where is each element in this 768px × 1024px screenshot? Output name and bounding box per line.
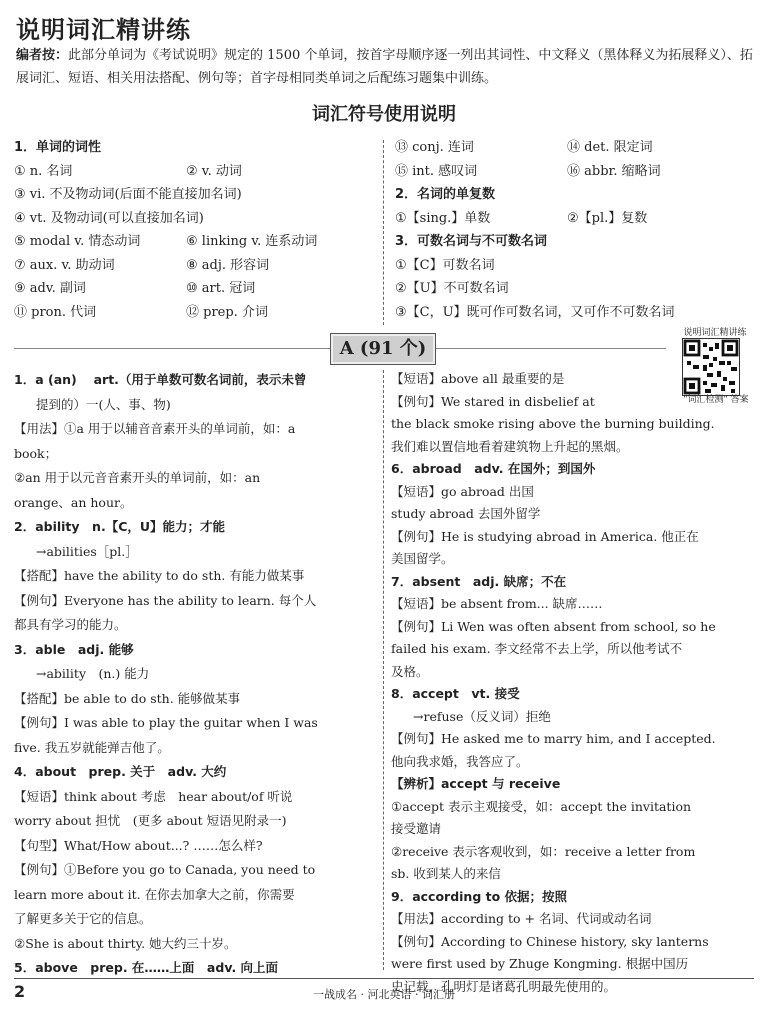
entry-line: 1．a (an) art.（用于单数可数名词前，表示未曾	[14, 372, 307, 387]
entry-line: 都具有学习的能力。	[14, 617, 127, 632]
pos-item: ① n. 名词	[14, 163, 73, 179]
entry-line: ②receive 表示客观收到，如：receive a letter from	[391, 843, 696, 859]
pos-item: ⑪ pron. 代词	[14, 304, 97, 320]
pos-item: ⑯ abbr. 缩略词	[567, 163, 661, 179]
entry-line: ②She is about thirty. 她大约三十岁。	[14, 935, 237, 951]
entry-line: 【例句】We stared in disbelief at	[391, 393, 595, 409]
entry-line: 【用法】①a 用于以辅音音素开头的单词前，如：a	[14, 421, 296, 436]
entry-line: learn more about it. 在你去加拿大之前，你需要	[14, 886, 295, 902]
entry-line: 【短语】think about 考虑 hear about/of 听说	[14, 788, 293, 804]
pos-row	[14, 254, 374, 278]
pos-item: ⑬ conj. 连词	[395, 140, 474, 155]
pos-row	[14, 301, 374, 325]
pos-row	[395, 136, 755, 160]
entry-line: 了解更多关于它的信息。	[14, 911, 152, 926]
entry-line: 9．according to 依据；按照	[391, 888, 568, 904]
page-number: 2	[14, 982, 26, 1001]
entry-line: 美国留学。	[391, 551, 454, 566]
pos-item: ⑨ adv. 副词	[14, 281, 86, 296]
entry-line: 【句型】What/How about...? ……怎么样?	[14, 837, 263, 853]
entry-line: 提到的）一(人、事、物)	[36, 396, 171, 412]
pos-item: ⑧ adj. 形容词	[186, 257, 270, 273]
pos-row	[14, 277, 374, 301]
column-divider	[383, 370, 384, 970]
entry-line: 7．absent adj. 缺席；不在	[391, 573, 567, 589]
legend-right-column	[395, 136, 755, 324]
entry-line: 【例句】He asked me to marry him, and I accepted.	[391, 731, 716, 746]
pos-item: ③ vi. 不及物动词(后面不能直接加名词)	[14, 187, 242, 202]
count-item: ③【C，U】既可作可数名词，又可作不可数名词	[395, 304, 675, 320]
entry-line: ②an 用于以元音音素开头的单词前，如：an	[14, 470, 261, 485]
entry-line: 3．able adj. 能够	[14, 641, 134, 657]
entry-line: study abroad 去国外留学	[391, 506, 541, 521]
plural-row	[395, 207, 755, 231]
legend-title: 词汇符号使用说明	[312, 104, 456, 125]
entry-line: →refuse（反义词）拒绝	[413, 708, 551, 724]
entry-line: 我们难以置信地看着建筑物上升起的黑烟。	[391, 438, 629, 454]
editor-note-text: 此部分单词为《考试说明》规定的 1500 个单词，按首字母顺序逐一列出其词性、中文释义（黑体释义为拓展释义）、拓展词汇、短语、相关用法搭配、例句等；首字母相同类单词之后配练习题集中训练。	[16, 48, 753, 86]
plural-heading: 2．名词的单复数	[395, 187, 496, 202]
pos-item: ⑤ modal v. 情态动词	[14, 234, 141, 249]
count-heading: 3．可数名词与不可数名词	[395, 234, 548, 249]
letter-banner: A (91 个)	[330, 333, 436, 365]
entry-line: 8．accept vt. 接受	[391, 686, 520, 701]
pos-row	[14, 183, 374, 207]
count-item: ①【C】可数名词	[395, 257, 495, 273]
editor-note-label: 编者按：	[16, 48, 69, 63]
entry-line: 【例句】Li Wen was often absent from school, so he	[391, 618, 716, 634]
pos-item: ④ vt. 及物动词(可以直接加名词)	[14, 210, 204, 226]
entry-line: 4．about prep. 关于 adv. 大约	[14, 764, 227, 779]
pos-row	[395, 160, 755, 184]
entry-line: 接受邀请	[391, 821, 442, 836]
entry-line: 及格。	[391, 663, 429, 679]
entry-line: →abilities［pl.］	[36, 543, 138, 559]
entry-line: 【搭配】have the ability to do sth. 有能力做某事	[14, 568, 305, 583]
entry-line: 史记载，孔明灯是诸葛孔明最先使用的。	[391, 978, 617, 994]
pos-heading: 1．单词的词性	[14, 140, 102, 155]
pos-item: ② v. 动词	[186, 163, 242, 179]
page-title: 说明词汇精讲练	[16, 16, 191, 44]
legend-divider	[383, 140, 384, 325]
entry-line: 【辨析】accept 与 receive	[391, 776, 561, 791]
banner-rule-right	[436, 348, 666, 349]
pos-item: ⑭ det. 限定词	[567, 140, 653, 155]
plural-item: ①【sing.】单数	[395, 210, 491, 226]
footer-text: 一战成名 · 河北英语 · 词汇册	[313, 988, 455, 1001]
pos-item: ⑮ int. 感叹词	[395, 163, 478, 179]
entry-line: 【例句】According to Chinese history, sky lanterns	[391, 933, 709, 949]
entry-line: →ability (n.) 能力	[36, 666, 150, 681]
entry-line: sb. 收到某人的来信	[391, 866, 501, 881]
legend-left-column	[14, 136, 374, 324]
entry-line: 【搭配】be able to do sth. 能够做某事	[14, 690, 241, 706]
entry-line: failed his exam. 李文经常不去上学，所以他考试不	[391, 641, 683, 656]
entry-line: 【例句】Everyone has the ability to learn. 每个人	[14, 592, 317, 608]
entry-line: book；	[14, 445, 58, 461]
entry-line: 【短语】be absent from... 缺席……	[391, 596, 603, 611]
entry-line: 【例句】He is studying abroad in America. 他正在	[391, 528, 699, 544]
pos-row	[14, 230, 374, 254]
entry-line: 【例句】①Before you go to Canada, you need to	[14, 862, 316, 877]
count-item: ②【U】不可数名词	[395, 281, 509, 296]
pos-item: ⑥ linking v. 连系动词	[186, 234, 318, 249]
entry-line: five. 我五岁就能弹吉他了。	[14, 739, 170, 755]
entry-line: 2．ability n.【C，U】能力；才能	[14, 519, 226, 534]
entry-line: worry about 担忧 (更多 about 短语见附录一)	[14, 813, 287, 828]
entry-line: 【短语】go abroad 出国	[391, 483, 534, 499]
pos-row	[14, 207, 374, 231]
entry-line: 【短语】above all 最重要的是	[391, 371, 565, 386]
pos-row	[14, 160, 374, 184]
entry-line: 【例句】I was able to play the guitar when I was	[14, 715, 318, 730]
entry-line: the black smoke rising above the burning building.	[391, 416, 715, 431]
banner-rule-left	[14, 348, 330, 349]
entry-line: orange、an hour。	[14, 494, 133, 510]
entries-left-column	[14, 368, 376, 981]
editor-note	[16, 44, 754, 90]
footer-rule	[14, 978, 754, 979]
entry-line: ①accept 表示主观接受，如：accept the invitation	[391, 798, 692, 814]
pos-item: ⑫ prep. 介词	[186, 304, 268, 320]
entry-line: 6．abroad adv. 在国外；到国外	[391, 461, 596, 476]
pos-item: ⑦ aux. v. 助动词	[14, 257, 115, 273]
entry-line: were first used by Zhuge Kongming. 根据中国历	[391, 956, 689, 971]
qr-footer: "词汇检测" 答案	[683, 395, 749, 405]
entry-line: 【用法】according to + 名词、代词或动名词	[391, 911, 652, 926]
qr-caption: 说明词汇精讲练	[683, 328, 747, 338]
entries-right-column	[391, 368, 753, 998]
entry-line: 5．above prep. 在……上面 adv. 向上面	[14, 960, 279, 975]
plural-item: ②【pl.】复数	[567, 210, 648, 226]
pos-item: ⑩ art. 冠词	[186, 281, 256, 296]
entry-line: 他向我求婚，我答应了。	[391, 753, 529, 769]
